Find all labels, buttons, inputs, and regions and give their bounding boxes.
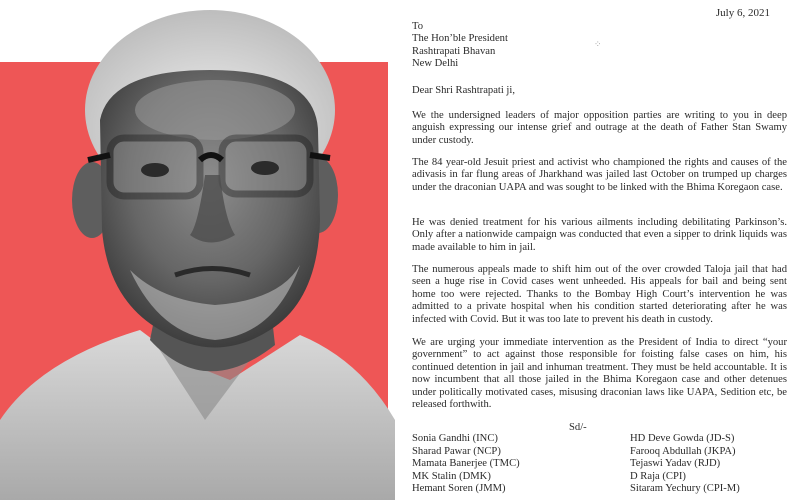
letter-document (398, 0, 798, 500)
address-line: Rashtrapati Bhavan (412, 45, 496, 57)
paragraph: We the undersigned leaders of major opposition parties are writing to you in deep anguish expressing our intense grief and outrage at the death of Father Stan Swamy under custody. (412, 110, 787, 146)
signatories-right-column (630, 433, 740, 496)
portrait-photo (0, 0, 395, 500)
salutation: Dear Shri Rashtrapati ji, (412, 85, 515, 96)
paragraph: The numerous appeals made to shift him out of the over crowded Taloja jail that had seen a huge rise in Covid cases went unheeded. His appeals for bail and being sent home too were rejected. Thanks to the Bombay High Court’s intervention he was admitted to a private hospital when his condition started deteriorating after he was infected with Covid. But it was too late to prevent his death in custody. (412, 264, 787, 325)
signatory-name: Tejaswi Yadav (RJD) (630, 458, 721, 470)
signatories-left-column (412, 433, 520, 496)
paragraph: The 84 year-old Jesuit priest and activist who championed the rights and causes of the adivasis in far flung areas of Jharkhand was jailed last October on trumped up charges under the draconian UAPA and was sought to be linked with the Bhima Koregaon case. (412, 157, 787, 193)
signatory-name: HD Deve Gowda (JD-S) (630, 433, 735, 444)
signatory-name: Sitaram Yechury (CPI-M) (630, 483, 740, 495)
address-line: New Delhi (412, 58, 459, 70)
signatory-name: MK Stalin (DMK) (412, 470, 491, 482)
signatory-name: Farooq Abdullah (JKPA) (630, 445, 736, 457)
paragraph: He was denied treatment for his various ailments including debilitating Parkinson’s. Only after a nationwide campaign was conducted that even a sipper to drink liquids was made available to him in jail. (412, 217, 787, 253)
signatory-name: Sharad Pawar (NCP) (412, 445, 501, 457)
recipient-address (412, 21, 508, 71)
signatory-name: Hemant Soren (JMM) (412, 483, 506, 495)
scan-mark: ⁘ (594, 39, 602, 49)
paragraph: We are urging your immediate intervention as the President of India to direct “your government” to act against those responsible for foisting false cases on him, his continued detention in jail and inhuman treatment. They must be held accountable. It is now incumbent that all those jailed in the Bhima Koregaon case and other detenues under politically motivated cases, misusing draconian laws like UAPA, Sedition etc, be released forthwith. (412, 337, 787, 411)
signatory-name: Sonia Gandhi (INC) (412, 433, 498, 444)
address-line: To (412, 21, 424, 32)
sign-off: Sd/- (569, 422, 587, 433)
photo-panel (0, 0, 395, 500)
signatory-name: Mamata Banerjee (TMC) (412, 458, 520, 470)
letter-date: July 6, 2021 (715, 7, 770, 19)
signatory-name: D Raja (CPI) (630, 470, 686, 482)
address-line: The Hon’ble President (412, 33, 508, 45)
